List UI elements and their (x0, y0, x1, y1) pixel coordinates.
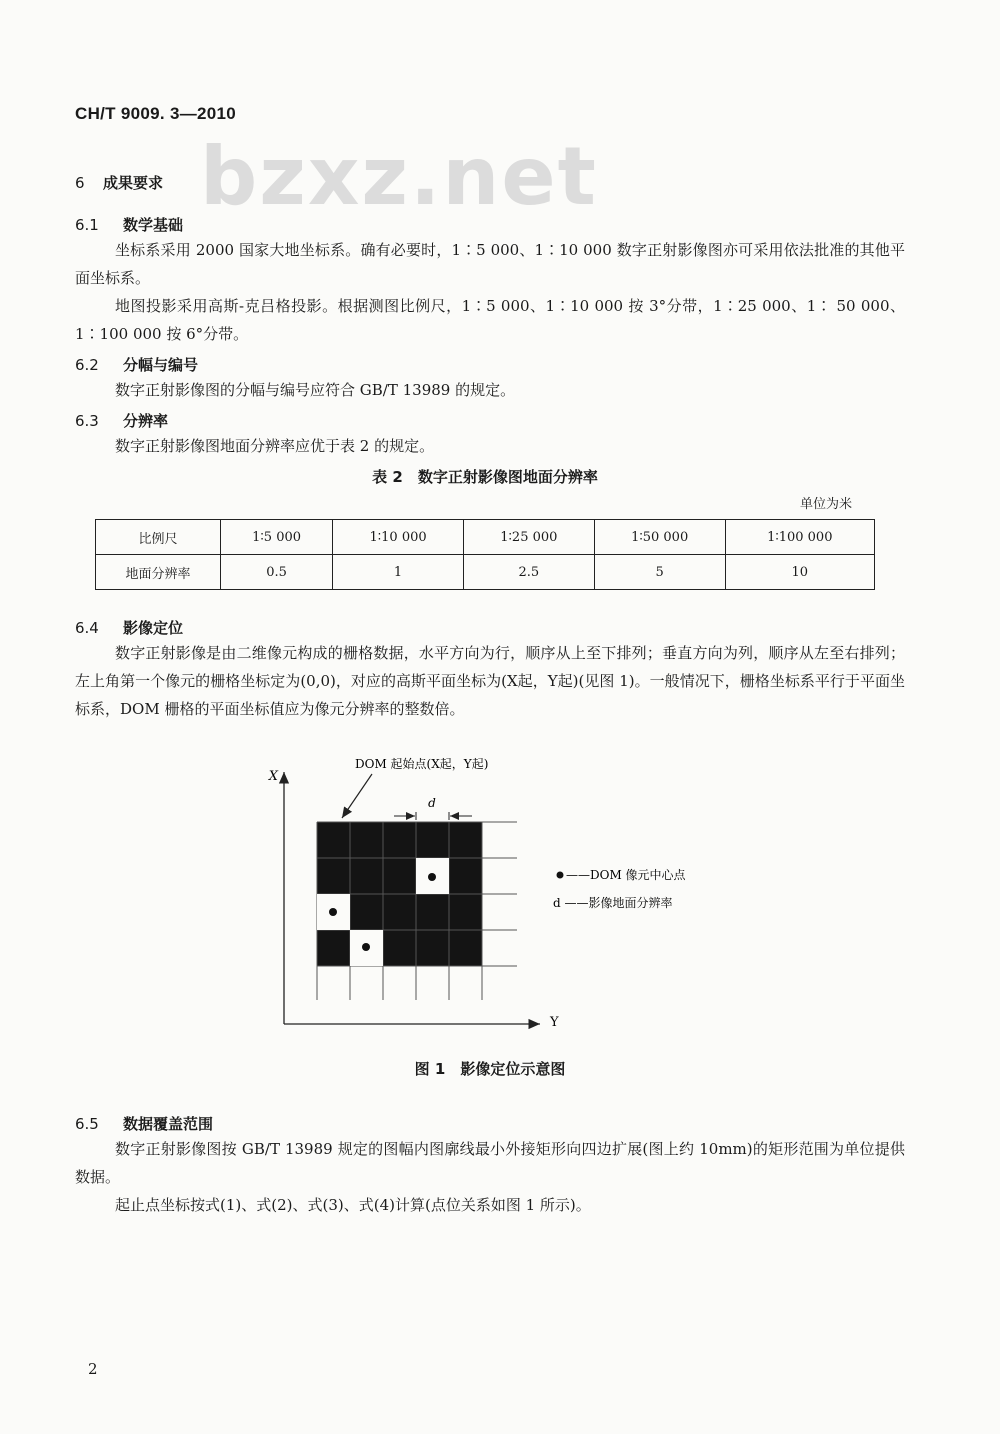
section-number: 6.3 (75, 412, 99, 430)
legend-dot-icon (557, 872, 564, 879)
table-header-cell: 比例尺 (96, 520, 221, 555)
table-cell: 1∶100 000 (725, 520, 874, 555)
paragraph: 数字正射影像图的分幅与编号应符合 GB/T 13989 的规定。 (115, 381, 516, 399)
section-number: 6.1 (75, 216, 99, 234)
paragraph: 起止点坐标按式(1)、式(2)、式(3)、式(4)计算(点位关系如图 1 所示)。 (115, 1196, 591, 1214)
section-title: 分辨率 (123, 412, 169, 430)
paragraph: 数字正射影像图地面分辨率应优于表 2 的规定。 (115, 437, 435, 455)
table-row (96, 555, 875, 590)
section-title: 分幅与编号 (123, 356, 199, 374)
paragraph: 数字正射影像图按 GB/T 13989 规定的图幅内图廓线最小外接矩形向四边扩展(图上约 10mm)的矩形范围为单位提供数据。 (75, 1140, 905, 1186)
table-cell: 1∶50 000 (594, 520, 725, 555)
legend-d-text: d ——影像地面分辨率 (553, 896, 673, 910)
section-number: 6 (75, 174, 85, 192)
table-cell: 5 (594, 555, 725, 590)
table-header-cell: 地面分辨率 (96, 555, 221, 590)
watermark: bzxz.net (200, 130, 598, 223)
origin-label: DOM 起始点(X起，Y起) (355, 757, 489, 771)
section-number: 6.4 (75, 619, 99, 637)
table-unit: 单位为米 (800, 497, 853, 512)
page-number: 2 (88, 1360, 98, 1378)
section-6-1-heading (75, 214, 183, 235)
pixel-center-dot (428, 873, 436, 881)
table-cell: 1∶25 000 (463, 520, 594, 555)
section-title: 成果要求 (103, 174, 164, 192)
pixel-center-dot (362, 943, 370, 951)
resolution-table (95, 519, 875, 590)
section-number: 6.2 (75, 356, 99, 374)
section-title: 影像定位 (123, 619, 184, 637)
d-label: d (428, 796, 436, 810)
legend-dot-text: ——DOM 像元中心点 (566, 868, 686, 882)
section-6-4-heading (75, 617, 183, 638)
origin-pointer-arrow (342, 774, 372, 818)
figure-1-diagram (260, 750, 720, 1040)
y-axis-label: Y (550, 1015, 559, 1030)
table-row (96, 520, 875, 555)
document-code: CH/T 9009. 3—2010 (75, 104, 237, 123)
figure-caption: 图 1 影像定位示意图 (414, 1060, 566, 1078)
section-6-2-heading (75, 354, 198, 375)
section-number: 6.5 (75, 1115, 99, 1133)
table-cell: 0.5 (221, 555, 333, 590)
paragraph: 地图投影采用高斯-克吕格投影。根据测图比例尺，1∶5 000、1∶10 000 按 3°分带，1∶25 000、1∶ 50 000、1∶100 000 按 6°分带。 (75, 297, 905, 343)
pixel-center-dot (329, 908, 337, 916)
table-cell: 1∶5 000 (221, 520, 333, 555)
section-title: 数据覆盖范围 (123, 1115, 214, 1133)
section-title: 数学基础 (123, 216, 184, 234)
section-6-3-heading (75, 410, 168, 431)
table-cell: 1∶10 000 (333, 520, 464, 555)
table-cell: 10 (725, 555, 874, 590)
table-cell: 2.5 (463, 555, 594, 590)
paragraph: 数字正射影像是由二维像元构成的栅格数据，水平方向为行，顺序从上至下排列；垂直方向为列，顺序从左至右排列；左上角第一个像元的栅格坐标定为(0,0)，对应的高斯平面坐标为(X起，Y起)(见图 1)。一般情况下，栅格坐标系平行于平面坐标系，DOM 栅格的平面坐标值应为像元分辨率的整数倍。 (75, 644, 905, 718)
paragraph: 坐标系采用 2000 国家大地坐标系。确有必要时，1∶5 000、1∶10 000 数字正射影像图亦可采用依法批准的其他平面坐标系。 (75, 241, 905, 287)
table-cell: 1 (333, 555, 464, 590)
section-6-heading (75, 172, 163, 193)
x-axis-label: X (268, 769, 278, 784)
section-6-5-heading (75, 1113, 213, 1134)
table-caption: 表 2 数字正射影像图地面分辨率 (372, 468, 598, 486)
